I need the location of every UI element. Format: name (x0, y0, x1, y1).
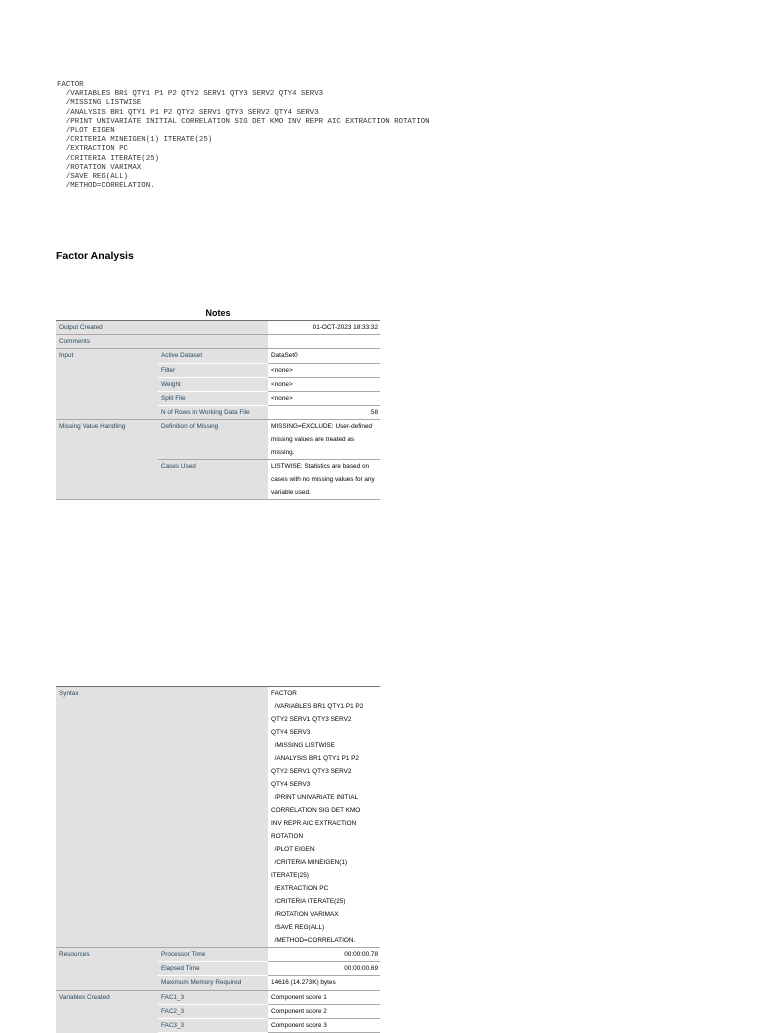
syntax-line: /ROTATION VARIMAX (57, 163, 142, 172)
notes-row-created-var (56, 990, 380, 1004)
syntax-code-block (57, 81, 430, 191)
syntax-line: /CRITERIA ITERATE(25) (57, 154, 160, 163)
comments-label: Comments (56, 335, 268, 349)
created-var-label: Component score 1 (268, 990, 380, 1004)
split-file-value: <none> (268, 392, 380, 406)
notes-row-processor-time (56, 948, 380, 962)
syntax-line: /EXTRACTION PC (57, 145, 128, 154)
cases-used-value: LISTWISE: Statistics are based on cases with no missing values for any variable used. (268, 460, 380, 500)
syntax-line: FACTOR (57, 81, 84, 89)
syntax-value (268, 687, 380, 948)
active-dataset-value: DataSet0 (268, 349, 380, 363)
syntax-line: /PRINT UNIVARIATE INITIAL (271, 794, 359, 801)
elapsed-time-value: 00:00:00.69 (268, 962, 380, 976)
notes-table-continued (56, 686, 380, 1033)
syntax-line: /MISSING LISTWISE (271, 742, 335, 749)
syntax-line: INV REPR AIC EXTRACTION (271, 820, 357, 827)
notes-row-comments (56, 335, 380, 349)
output-created-label: Output Created (56, 321, 268, 335)
variables-created-label: Variables Created (56, 990, 158, 1033)
created-var-label: Component score 2 (268, 1004, 380, 1018)
missing-value-handling-label: Missing Value Handling (56, 420, 158, 500)
syntax-line: /VARIABLES BR1 QTY1 P1 P2 QTY2 SERV1 QTY3 SERV2 QTY4 SERV3 (57, 90, 324, 99)
syntax-line: /PLOT EIGEN (271, 846, 315, 853)
comments-value (268, 335, 380, 349)
processor-time-label: Processor Time (158, 948, 268, 962)
syntax-line: /CRITERIA ITERATE(25) (271, 898, 346, 905)
resources-label: Resources (56, 948, 158, 991)
notes-row-output-created (56, 321, 380, 335)
elapsed-time-label: Elapsed Time (158, 962, 268, 976)
syntax-line: /PRINT UNIVARIATE INITIAL CORRELATION SIG DET KMO INV REPR AIC EXTRACTION ROTATION (57, 117, 430, 126)
created-var-label: Component score 3 (268, 1019, 380, 1033)
max-memory-value: 14616 (14.273K) bytes (268, 976, 380, 990)
syntax-line: FACTOR (271, 690, 297, 697)
syntax-line: QTY2 SERV1 QTY3 SERV2 (271, 768, 352, 775)
notes-row-syntax (56, 687, 380, 948)
n-rows-label: N of Rows in Working Data File (158, 406, 268, 420)
filter-value: <none> (268, 363, 380, 377)
syntax-line: QTY2 SERV1 QTY3 SERV2 (271, 716, 352, 723)
notes-row-active-dataset (56, 349, 380, 363)
active-dataset-label: Active Dataset (158, 349, 268, 363)
syntax-line: /CRITERIA MINEIGEN(1) ITERATE(25) (57, 136, 213, 145)
syntax-line: /METHOD=CORRELATION. (57, 182, 155, 191)
syntax-line: /SAVE REG(ALL) (57, 173, 128, 182)
input-label: Input (56, 349, 158, 420)
syntax-line: ITERATE(25) (271, 872, 309, 879)
n-rows-value: 58 (268, 406, 380, 420)
cases-used-label: Cases Used (158, 460, 268, 500)
syntax-line: ROTATION (271, 833, 304, 840)
syntax-line: /VARIABLES BR1 QTY1 P1 P2 (271, 703, 364, 710)
syntax-line: QTY4 SERV3 (271, 781, 311, 788)
syntax-line: /ANALYSIS BR1 QTY1 P1 P2 (271, 755, 359, 762)
definition-of-missing-value: MISSING=EXCLUDE: User-defined missing values are treated as missing. (268, 420, 380, 460)
syntax-line: /ANALYSIS BR1 QTY1 P1 P2 QTY2 SERV1 QTY3 SERV2 QTY4 SERV3 (57, 108, 319, 117)
syntax-line: CORRELATION SIG DET KMO (271, 807, 361, 814)
notes-table (56, 320, 380, 500)
processor-time-value: 00:00:00.78 (268, 948, 380, 962)
split-file-label: Split File (158, 392, 268, 406)
weight-value: <none> (268, 377, 380, 391)
syntax-line: QTY4 SERV3 (271, 729, 311, 736)
syntax-line: /EXTRACTION PC (271, 885, 329, 892)
created-var-name: FAC3_3 (158, 1019, 268, 1033)
max-memory-label: Maximum Memory Required (158, 976, 268, 990)
syntax-line: /METHOD=CORRELATION. (271, 937, 356, 944)
notes-row-definition-of-missing (56, 420, 380, 460)
section-heading: Factor Analysis (56, 250, 134, 262)
syntax-line: /ROTATION VARIMAX (271, 911, 339, 918)
output-created-value: 01-OCT-2023 18:33:32 (268, 321, 380, 335)
syntax-line: /CRITERIA MINEIGEN(1) (271, 859, 348, 866)
syntax-line: /MISSING LISTWISE (57, 99, 142, 108)
syntax-line: /PLOT EIGEN (57, 127, 115, 136)
syntax-line: /SAVE REG(ALL) (271, 924, 325, 931)
created-var-name: FAC2_3 (158, 1004, 268, 1018)
definition-of-missing-label: Definition of Missing (158, 420, 268, 460)
filter-label: Filter (158, 363, 268, 377)
weight-label: Weight (158, 377, 268, 391)
syntax-label: Syntax (56, 687, 268, 948)
created-var-name: FAC1_3 (158, 990, 268, 1004)
notes-table-title: Notes (205, 308, 231, 318)
